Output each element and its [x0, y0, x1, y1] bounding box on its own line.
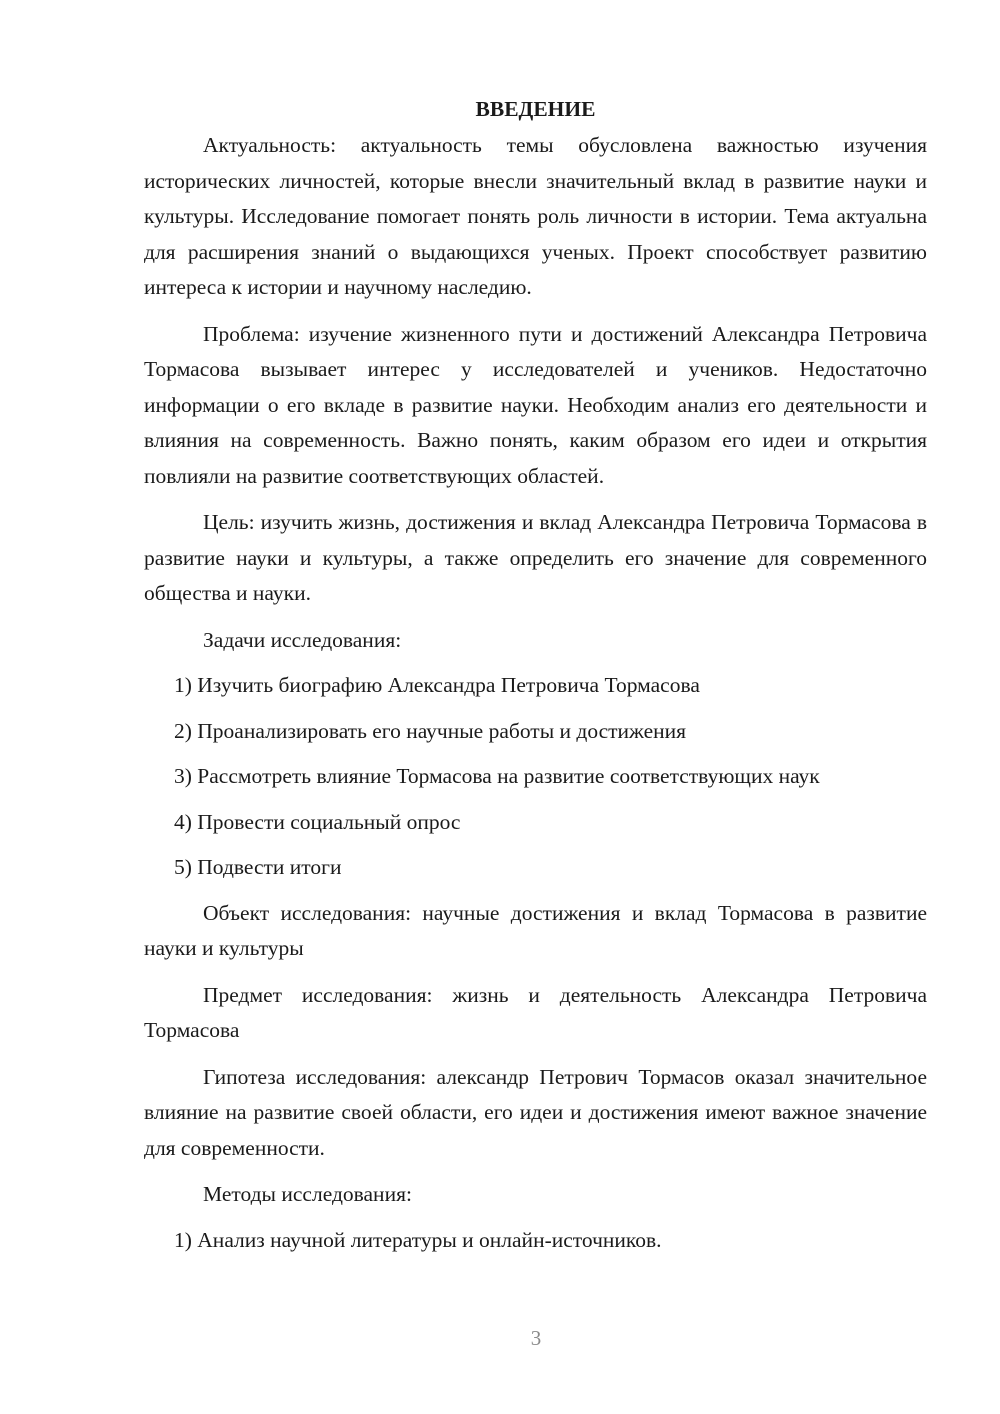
document-page [144, 92, 927, 1268]
list-item: 4) Провести социальный опрос [174, 809, 461, 834]
tasks-list [144, 668, 927, 886]
section-title: ВВЕДЕНИЕ [475, 97, 596, 121]
methods-list [144, 1223, 927, 1259]
list-item: 3) Рассмотреть влияние Тормасова на развитие соответствующих наук [174, 764, 820, 788]
list-item: 1) Анализ научной литературы и онлайн-источников. [174, 1227, 662, 1252]
methods-heading: Методы исследования: [203, 1182, 412, 1206]
list-item: 2) Проанализировать его научные работы и достижения [174, 718, 687, 743]
problem-paragraph: Проблема: изучение жизненного пути и достижений Александра Петровича Тормасова вызывает интерес у исследователей и учеников. Недостаточно информации о его вкладе в развитие науки. Необходим анализ его деятельности и влияния на современность. Важно понять, каким образом его идеи и открытия повлияли на развитие соответствующих областей. [144, 321, 927, 488]
goal-paragraph: Цель: изучить жизнь, достижения и вклад Александра Петровича Тормасова в развитие науки и культуры, а также определить его значение для современного общества и науки. [144, 510, 927, 605]
tasks-heading: Задачи исследования: [203, 627, 402, 652]
relevance-paragraph: Актуальность: актуальность темы обусловлена важностью изучения исторических личностей, которые внесли значительный вклад в развитие науки и культуры. Исследование помогает понять роль личности в истории. Тема актуальна для расширения знаний о выдающихся ученых. Проект способствует развитию интереса к истории и научному наследию. [144, 133, 927, 299]
page-number: 3 [530, 1326, 542, 1350]
hypothesis-paragraph: Гипотеза исследования: александр Петрович Тормасов оказал значительное влияние на развитие своей области, его идеи и достижения имеют важное значение для современности. [144, 1064, 927, 1160]
list-item: 1) Изучить биографию Александра Петровича Тормасова [174, 673, 700, 697]
subject-paragraph: Предмет исследования: жизнь и деятельность Александра Петровича Тормасова [144, 982, 927, 1042]
object-paragraph: Объект исследования: научные достижения и вклад Тормасова в развитие науки и культуры [144, 900, 927, 960]
list-item: 5) Подвести итоги [174, 855, 342, 879]
